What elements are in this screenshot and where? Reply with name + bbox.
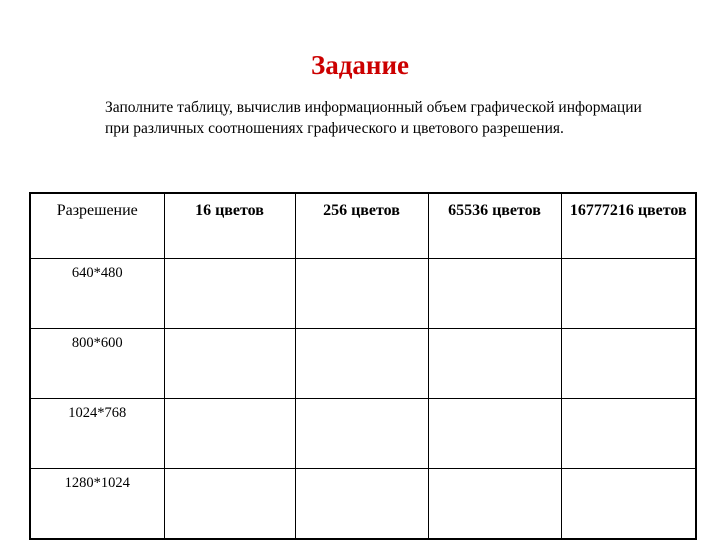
row-resolution-1024x768: 1024*768: [30, 399, 164, 469]
table-cell: [164, 329, 295, 399]
row-resolution-800x600: 800*600: [30, 329, 164, 399]
header-16777216-colors: 16777216 цветов: [561, 193, 696, 259]
table-cell: [164, 469, 295, 540]
table-cell: [561, 399, 696, 469]
table-row: [30, 259, 696, 329]
slide-title: Задание: [310, 50, 409, 80]
table-cell: [428, 469, 561, 540]
table-cell: [164, 259, 295, 329]
header-16-colors: 16 цветов: [164, 193, 295, 259]
table-row: [30, 399, 696, 469]
task-instruction: Заполните таблицу, вычислив информационный объем графической информации при различных соотношениях графического и цветового разрешения.: [105, 99, 642, 137]
header-256-colors: 256 цветов: [295, 193, 428, 259]
header-resolution: Разрешение: [30, 193, 164, 259]
table-cell: [428, 329, 561, 399]
table-cell: [164, 399, 295, 469]
table-cell: [561, 469, 696, 540]
table-cell: [561, 329, 696, 399]
table-cell: [428, 399, 561, 469]
table-row: [30, 469, 696, 540]
table-cell: [428, 259, 561, 329]
row-resolution-640x480: 640*480: [30, 259, 164, 329]
table-cell: [295, 329, 428, 399]
table-cell: [295, 399, 428, 469]
resolution-color-table: [29, 192, 697, 540]
header-65536-colors: 65536 цветов: [428, 193, 561, 259]
table-cell: [561, 259, 696, 329]
table-cell: [295, 469, 428, 540]
table-header-row: [30, 193, 696, 259]
table-cell: [295, 259, 428, 329]
row-resolution-1280x1024: 1280*1024: [30, 469, 164, 540]
table-row: [30, 329, 696, 399]
